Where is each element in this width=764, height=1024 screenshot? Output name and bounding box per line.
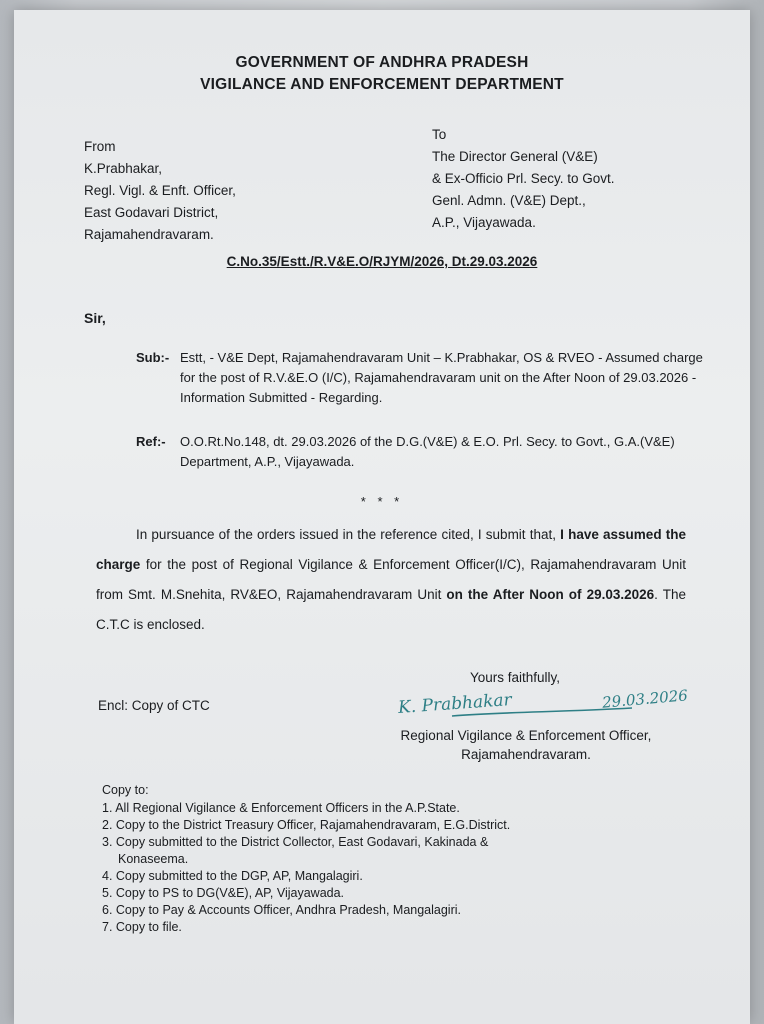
enclosure: Encl: Copy of CTC	[98, 698, 210, 713]
body-text: for the post of Regional Vigilance & Enforcement Officer(I/C), Rajamahendravaram Unit from Smt. M.Snehita, RV&EO, Rajamahendravaram Unit	[96, 557, 686, 602]
list-item: 3. Copy submitted to the District Collector, East Godavari, Kakinada &	[102, 835, 489, 849]
reference-text: O.O.Rt.No.148, dt. 29.03.2026 of the D.G.(V&E) & E.O. Prl. Secy. to Govt., G.A.(V&E) Department, A.P., Vijayawada.	[180, 434, 675, 469]
subject-text: Estt, - V&E Dept, Rajamahendravaram Unit – K.Prabhakar, OS & RVEO - Assumed charge for the post of R.V.&E.O (I/C), Rajamahendravaram unit on the After Noon of 29.03.2026 - Information Submitted - Regarding.	[180, 350, 703, 405]
list-item: 2. Copy to the District Treasury Officer, Rajamahendravaram, E.G.District.	[102, 818, 511, 832]
to-label: To	[432, 127, 447, 142]
salutation: Sir,	[84, 310, 106, 326]
list-item: 5. Copy to PS to DG(V&E), AP, Vijayawada.	[102, 886, 345, 900]
body-text: In pursuance of the orders issued in the reference cited, I submit that,	[136, 527, 556, 542]
subject-label: Sub:-	[136, 350, 170, 365]
designation-place: Rajamahendravaram.	[461, 747, 591, 762]
list-item: 7. Copy to file.	[102, 920, 182, 934]
to-line: & Ex-Officio Prl. Secy. to Govt.	[432, 171, 615, 186]
list-item: 1. All Regional Vigilance & Enforcement Officers in the A.P.State.	[102, 801, 460, 815]
copy-to-label: Copy to:	[102, 783, 149, 797]
signature-date: 29.03.2026	[601, 686, 689, 712]
signature-name: K. Prabhakar	[397, 690, 513, 718]
list-item: 4. Copy submitted to the DGP, AP, Mangalagiri.	[102, 869, 363, 883]
to-line: Genl. Admn. (V&E) Dept.,	[432, 193, 586, 208]
body-bold-text: I have assumed the charge	[96, 527, 686, 572]
header-government: GOVERNMENT OF ANDHRA PRADESH	[235, 54, 529, 71]
to-line: A.P., Vijayawada.	[432, 215, 536, 230]
from-block	[84, 136, 236, 246]
from-line: Rajamahendravaram.	[84, 227, 214, 242]
letter-page	[14, 10, 750, 1024]
signature	[392, 686, 722, 730]
designation	[376, 726, 676, 764]
to-line: The Director General (V&E)	[432, 149, 598, 164]
header-department: VIGILANCE AND ENFORCEMENT DEPARTMENT	[200, 76, 564, 93]
from-line: East Godavari District,	[84, 205, 219, 220]
list-item: Konaseema.	[118, 852, 189, 866]
list-item: 6. Copy to Pay & Accounts Officer, Andhra Pradesh, Mangalagiri.	[102, 903, 461, 917]
reference-number: C.No.35/Estt./R.V&E.O/RJYM/2026, Dt.29.03.2026	[226, 254, 538, 269]
to-block	[432, 124, 615, 234]
reference-label: Ref:-	[136, 434, 166, 449]
body-bold-text: on the After Noon of 29.03.2026	[446, 587, 655, 602]
separator: * * *	[360, 494, 404, 509]
body-text: . The C.T.C is enclosed.	[96, 587, 686, 632]
letter-content	[14, 10, 750, 1024]
copy-to-list	[102, 782, 510, 936]
from-line: K.Prabhakar,	[84, 161, 163, 176]
closing: Yours faithfully,	[470, 670, 561, 685]
designation-title: Regional Vigilance & Enforcement Officer,	[400, 728, 652, 743]
from-label: From	[84, 139, 116, 154]
from-line: Regl. Vigl. & Enft. Officer,	[84, 183, 236, 198]
body-paragraph	[96, 520, 686, 640]
